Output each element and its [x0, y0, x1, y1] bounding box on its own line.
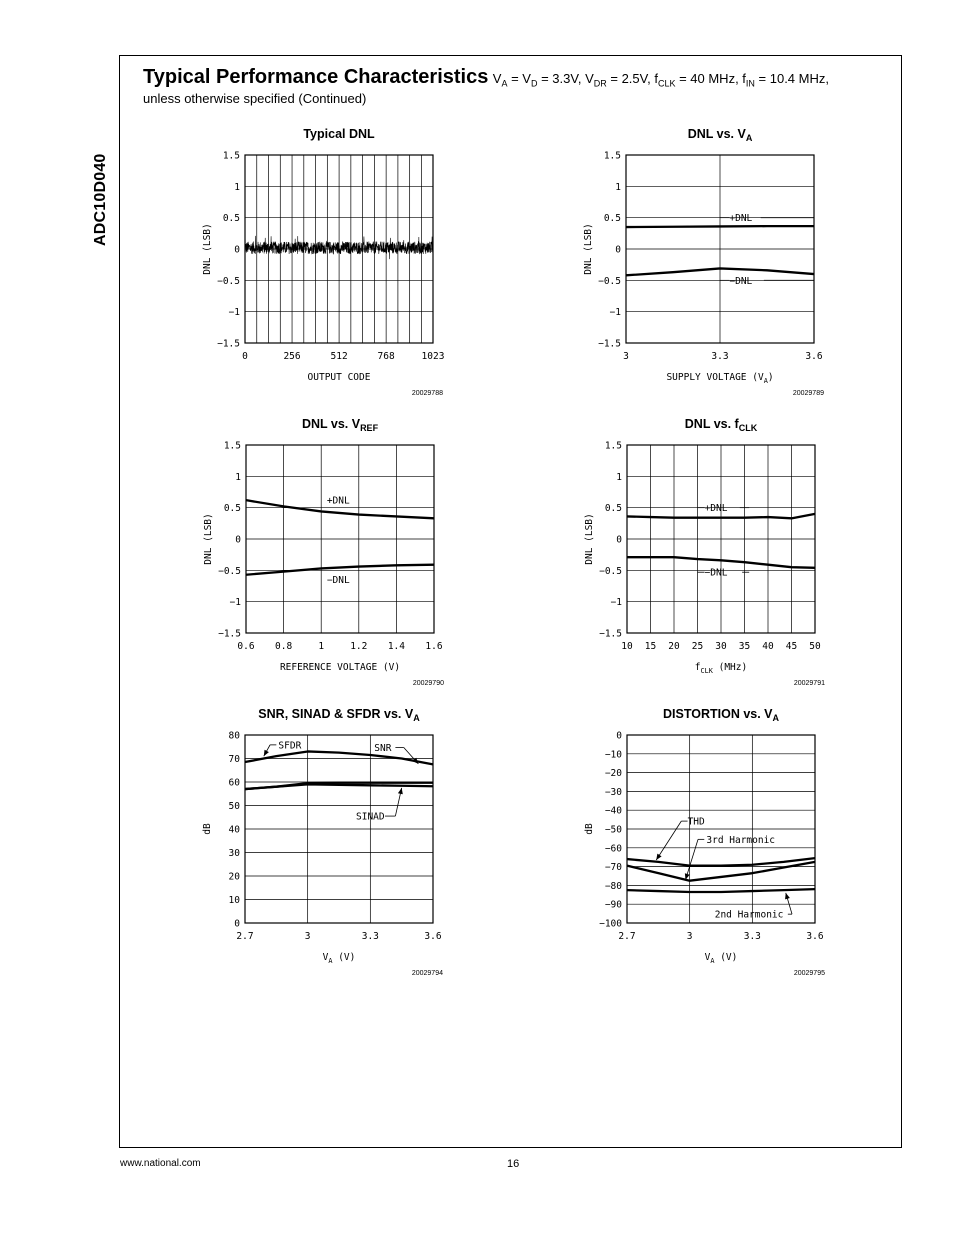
x-axis-label: OUTPUT CODE — [307, 372, 371, 383]
footer-url: www.national.com — [120, 1158, 201, 1169]
y-tick-label: −50 — [604, 824, 622, 836]
y-tick-label: −0.5 — [217, 275, 240, 287]
y-tick-label: −1.5 — [218, 628, 241, 640]
y-tick-label: −1.5 — [598, 338, 621, 350]
y-axis-label: dB — [202, 823, 213, 835]
y-tick-label: 1.5 — [604, 440, 622, 452]
x-tick-label: 0 — [242, 351, 248, 362]
x-tick-label: 20 — [668, 641, 680, 652]
y-tick-label: 0 — [616, 730, 622, 742]
x-tick-label: 1 — [318, 641, 325, 652]
y-tick-label: −1 — [228, 307, 240, 319]
chart-svg — [566, 120, 926, 400]
y-axis-label: DNL (LSB) — [584, 513, 595, 565]
x-axis-label: $f_{CLK}$ (MHz) — [694, 662, 748, 675]
y-tick-label: 0 — [615, 244, 621, 256]
annotation-dnl: −DNL — [704, 567, 728, 579]
section-heading — [143, 66, 903, 89]
x-tick-label: 3.3 — [361, 931, 379, 942]
x-tick-label: 10 — [621, 641, 633, 652]
x-tick-label: 15 — [644, 641, 657, 652]
page-number: 16 — [507, 1158, 520, 1170]
chart-title: SNR, SINAD & SFDR vs. $V_A$ — [258, 707, 420, 723]
annotation-3rd-harmonic: 3rd Harmonic — [706, 834, 776, 846]
y-tick-label: −90 — [604, 899, 622, 911]
subscript: A — [501, 78, 508, 89]
chart-dnl-vs-fclk — [567, 410, 927, 690]
y-tick-label: −1 — [609, 307, 621, 319]
x-tick-label: 1.6 — [425, 641, 443, 652]
x-tick-label: 3.3 — [711, 351, 729, 362]
y-tick-label: 0 — [235, 534, 241, 546]
y-tick-label: 20 — [228, 871, 240, 883]
figure-id: 20029788 — [411, 390, 443, 397]
x-tick-label: 50 — [809, 641, 821, 652]
subscript: D — [530, 78, 538, 89]
x-axis-label: $V_A$ (V) — [704, 952, 738, 965]
y-tick-label: 1 — [615, 181, 621, 193]
x-tick-label: 25 — [691, 641, 704, 652]
annotation-dnl: −DNL — [326, 575, 350, 587]
chart-dnl-vs-vref — [186, 410, 546, 690]
annotation-snr: SNR — [374, 742, 392, 754]
figure-id: 20029790 — [412, 680, 444, 687]
chart-title: DISTORTION vs. $V_A$ — [662, 707, 780, 723]
x-axis-label: REFERENCE VOLTAGE (V) — [279, 662, 401, 673]
figure-id: 20029795 — [793, 970, 825, 977]
chart-svg — [185, 700, 545, 980]
x-tick-label: 3.3 — [743, 931, 761, 942]
chart-title: DNL vs. $V_A$ — [687, 127, 753, 143]
y-tick-label: 40 — [228, 824, 240, 836]
x-tick-label: 512 — [330, 351, 348, 362]
x-tick-label: 256 — [283, 351, 301, 362]
figure-id: 20029791 — [793, 680, 825, 687]
chart-svg — [567, 410, 927, 690]
x-tick-label: 30 — [715, 641, 727, 652]
annotation-sinad: SINAD — [356, 811, 385, 823]
chart-title: DNL vs. $V_{REF}$ — [301, 417, 379, 433]
annotation-sfdr: SFDR — [278, 740, 302, 752]
section-title: Typical Performance Characteristics — [143, 66, 489, 88]
chart-svg — [567, 700, 927, 980]
y-axis-label: dB — [584, 823, 595, 835]
x-axis-label: $V_A$ (V) — [322, 952, 356, 965]
y-tick-label: 0 — [234, 918, 240, 930]
section-subheading: unless otherwise specified (Continued) — [143, 91, 367, 106]
annotation-2nd-harmonic: 2nd Harmonic — [714, 909, 784, 921]
annotation-dnl: +DNL — [704, 503, 728, 515]
y-tick-label: 1.5 — [222, 150, 240, 162]
x-tick-label: 40 — [762, 641, 774, 652]
y-tick-label: 0.5 — [603, 213, 621, 225]
x-tick-label: 3.6 — [805, 351, 823, 362]
subscript: CLK — [657, 78, 676, 89]
y-tick-label: 0.5 — [223, 503, 241, 515]
y-tick-label: 0 — [234, 244, 240, 256]
y-tick-label: 10 — [228, 895, 240, 906]
y-axis-label: DNL (LSB) — [583, 223, 594, 275]
figure-id: 20029794 — [411, 970, 443, 977]
y-tick-label: 1 — [235, 471, 241, 483]
test-conditions: $V_A = V_D = 3.3V$, $V_{DR} = 2.5V$, $f_{CLK} = 40$ MHz, $f_{IN} = 10.4$ MHz, — [492, 71, 829, 89]
series-line-thd — [627, 858, 815, 866]
y-tick-label: −0.5 — [598, 275, 621, 287]
x-axis-label: SUPPLY VOLTAGE $(V_A)$ — [666, 372, 774, 385]
y-tick-label: 1 — [616, 471, 622, 483]
y-axis-label: DNL (LSB) — [203, 513, 214, 565]
annotation-dnl: −DNL — [729, 275, 753, 287]
annotation-arrow-line — [656, 821, 681, 860]
x-tick-label: 2.7 — [618, 931, 636, 942]
chart-dnl-vs-va — [566, 120, 926, 400]
y-tick-label: 70 — [228, 754, 240, 765]
x-tick-label: 3 — [623, 351, 629, 362]
chart-svg — [185, 120, 545, 400]
y-tick-label: −1 — [229, 597, 241, 609]
figure-id: 20029789 — [792, 390, 824, 397]
y-tick-label: −20 — [604, 768, 622, 780]
chart-typical-dnl — [185, 120, 545, 400]
y-tick-label: 60 — [228, 777, 240, 789]
x-tick-label: 3.6 — [424, 931, 442, 942]
series-line-dnl — [626, 226, 814, 227]
y-tick-label: −0.5 — [218, 565, 241, 577]
x-tick-label: 3.6 — [806, 931, 824, 942]
y-tick-label: 0 — [616, 534, 622, 546]
x-tick-label: 3 — [686, 931, 693, 942]
annotation-arrowhead — [656, 854, 661, 860]
y-tick-label: 50 — [228, 801, 240, 812]
y-tick-label: −60 — [604, 843, 622, 855]
annotation-arrowhead — [398, 788, 403, 794]
x-tick-label: 768 — [377, 351, 395, 362]
series-line-dnl — [246, 565, 434, 575]
y-tick-label: 30 — [228, 848, 240, 859]
annotation-dnl: +DNL — [326, 495, 350, 507]
chart-snr-sinad-sfdr-vs-va — [185, 700, 545, 980]
x-tick-label: 35 — [738, 641, 751, 652]
y-tick-label: −0.5 — [599, 565, 622, 577]
x-tick-label: 1.2 — [350, 641, 368, 652]
chart-svg — [186, 410, 546, 690]
annotation-arrowhead — [264, 750, 269, 756]
y-tick-label: −1.5 — [599, 628, 622, 640]
y-tick-label: −70 — [604, 862, 622, 874]
y-tick-label: 80 — [228, 730, 240, 742]
y-axis-label: DNL (LSB) — [202, 223, 213, 275]
side-part-number: ADC10D040 — [92, 153, 109, 246]
x-tick-label: 2.7 — [236, 931, 254, 942]
y-tick-label: 0.5 — [222, 213, 240, 225]
subscript: IN — [745, 78, 755, 89]
y-tick-label: 0.5 — [604, 503, 622, 515]
series-line-sfdr — [245, 751, 433, 764]
x-tick-label: 0.8 — [275, 641, 293, 652]
annotation-thd: THD — [687, 816, 705, 828]
x-tick-label: 1023 — [421, 351, 445, 362]
y-tick-label: −100 — [599, 918, 622, 930]
y-tick-label: −10 — [604, 749, 622, 761]
y-tick-label: −30 — [604, 786, 622, 798]
series-line-sinad — [245, 784, 433, 789]
x-tick-label: 3 — [304, 931, 311, 942]
y-tick-label: −80 — [604, 880, 622, 892]
x-tick-label: 45 — [785, 641, 798, 652]
chart-title: Typical DNL — [303, 127, 375, 141]
annotation-arrowhead — [685, 873, 690, 879]
chart-title: DNL vs. $f_{CLK}$ — [684, 417, 758, 433]
y-tick-label: 1 — [234, 181, 240, 193]
annotation-dnl: +DNL — [729, 213, 753, 225]
chart-distortion-vs-va — [567, 700, 927, 980]
annotation-arrowhead — [785, 893, 790, 899]
y-tick-label: −40 — [604, 805, 622, 817]
y-tick-label: 1.5 — [223, 440, 241, 452]
annotation-arrow-line — [685, 839, 698, 879]
y-tick-label: −1 — [610, 597, 622, 609]
y-tick-label: −1.5 — [217, 338, 240, 350]
y-tick-label: 1.5 — [603, 150, 621, 162]
x-tick-label: 0.6 — [237, 641, 255, 652]
subscript: DR — [593, 78, 607, 89]
series-line-2nd-harmonic — [627, 889, 815, 892]
x-tick-label: 1.4 — [387, 641, 405, 652]
